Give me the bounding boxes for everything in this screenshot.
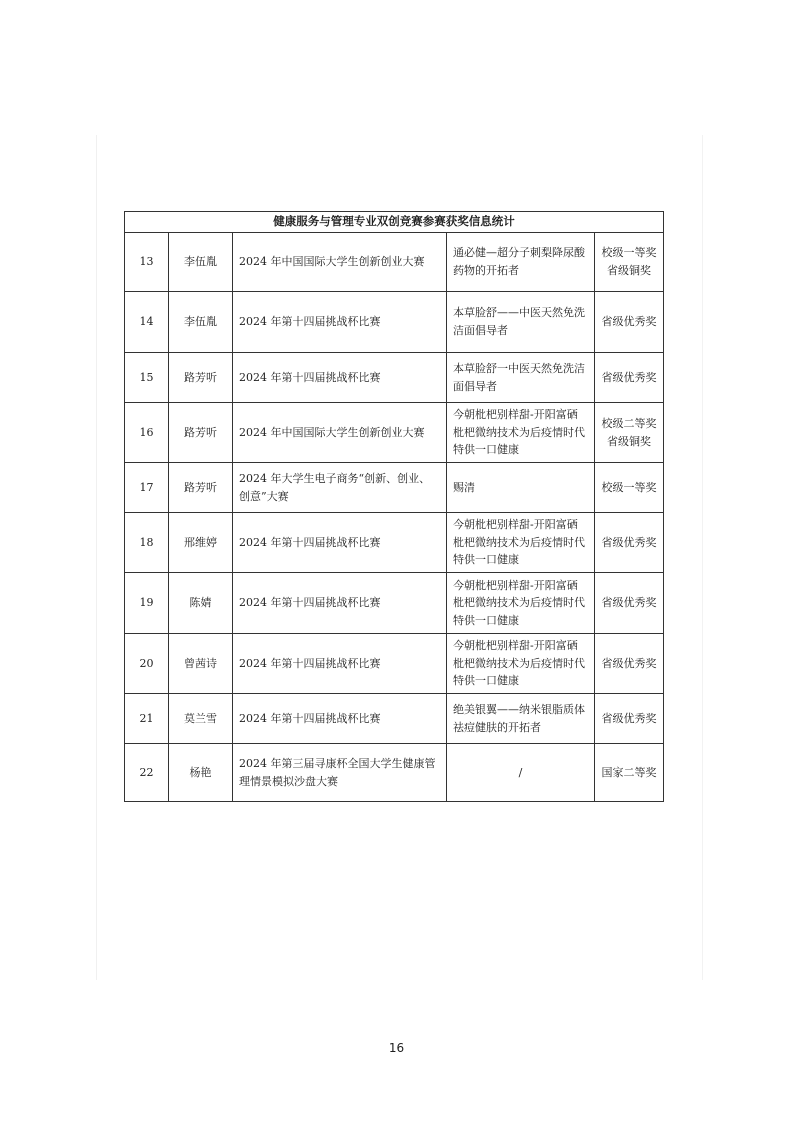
student-name: 李伍胤 — [169, 292, 233, 353]
award-level: 校级一等奖 — [595, 463, 664, 513]
award-statistics-table — [124, 211, 664, 802]
student-name: 路芳听 — [169, 403, 233, 463]
table-row — [125, 233, 664, 292]
row-number: 16 — [125, 403, 169, 463]
competition-name: 2024 年第十四届挑战杯比赛 — [233, 513, 447, 573]
project-name: 今朝枇杷别样甜-开阳富硒枇杷微纳技术为后疫情时代特供一口健康 — [447, 573, 595, 634]
row-number: 21 — [125, 694, 169, 744]
student-name: 曾茜诗 — [169, 634, 233, 694]
award-level: 国家二等奖 — [595, 744, 664, 802]
table-body — [125, 212, 664, 802]
competition-name: 2024 年第十四届挑战杯比赛 — [233, 634, 447, 694]
competition-name: 2024 年中国国际大学生创新创业大赛 — [233, 233, 447, 292]
table-row — [125, 403, 664, 463]
row-number: 19 — [125, 573, 169, 634]
row-number: 15 — [125, 353, 169, 403]
project-name: 通必健—超分子刺梨降尿酸药物的开拓者 — [447, 233, 595, 292]
table-row — [125, 463, 664, 513]
table-row — [125, 353, 664, 403]
award-level: 校级二等奖 省级铜奖 — [595, 403, 664, 463]
student-name: 路芳听 — [169, 463, 233, 513]
project-name: 绝美银翼——纳米银脂质体祛痘健肤的开拓者 — [447, 694, 595, 744]
competition-name: 2024 年第三届寻康杯全国大学生健康管理情景模拟沙盘大赛 — [233, 744, 447, 802]
table-row — [125, 573, 664, 634]
student-name: 路芳听 — [169, 353, 233, 403]
row-number: 22 — [125, 744, 169, 802]
award-level: 省级优秀奖 — [595, 694, 664, 744]
row-number: 18 — [125, 513, 169, 573]
table-row — [125, 513, 664, 573]
student-name: 陈婧 — [169, 573, 233, 634]
competition-name: 2024 年中国国际大学生创新创业大赛 — [233, 403, 447, 463]
scan-edge-left — [96, 135, 97, 980]
award-level: 校级一等奖 省级铜奖 — [595, 233, 664, 292]
competition-name: 2024 年第十四届挑战杯比赛 — [233, 573, 447, 634]
competition-name: 2024 年大学生电子商务“创新、创业、创意”大赛 — [233, 463, 447, 513]
project-name: 今朝枇杷别样甜-开阳富硒枇杷微纳技术为后疫情时代特供一口健康 — [447, 513, 595, 573]
project-name: 本草脸舒——中医天然免洗洁面倡导者 — [447, 292, 595, 353]
award-level: 省级优秀奖 — [595, 634, 664, 694]
table-row — [125, 634, 664, 694]
row-number: 14 — [125, 292, 169, 353]
scan-edge-right — [702, 135, 703, 980]
row-number: 17 — [125, 463, 169, 513]
award-level: 省级优秀奖 — [595, 292, 664, 353]
table-row — [125, 694, 664, 744]
student-name: 莫兰雪 — [169, 694, 233, 744]
table-row — [125, 744, 664, 802]
project-name: 今朝枇杷别样甜-开阳富硒枇杷微纳技术为后疫情时代特供一口健康 — [447, 403, 595, 463]
row-number: 13 — [125, 233, 169, 292]
table-title-row — [125, 212, 664, 233]
project-name: 今朝枇杷别样甜-开阳富硒枇杷微纳技术为后疫情时代特供一口健康 — [447, 634, 595, 694]
student-name: 李伍胤 — [169, 233, 233, 292]
table-row — [125, 292, 664, 353]
award-level: 省级优秀奖 — [595, 573, 664, 634]
award-level: 省级优秀奖 — [595, 513, 664, 573]
project-name: 赐清 — [447, 463, 595, 513]
competition-name: 2024 年第十四届挑战杯比赛 — [233, 353, 447, 403]
table-title: 健康服务与管理专业双创竞赛参赛获奖信息统计 — [125, 212, 664, 233]
award-level: 省级优秀奖 — [595, 353, 664, 403]
student-name: 邢维婷 — [169, 513, 233, 573]
project-name: / — [447, 744, 595, 802]
competition-name: 2024 年第十四届挑战杯比赛 — [233, 292, 447, 353]
page-number: 16 — [388, 1041, 405, 1055]
student-name: 杨艳 — [169, 744, 233, 802]
project-name: 本草脸舒一中医天然免洗洁面倡导者 — [447, 353, 595, 403]
row-number: 20 — [125, 634, 169, 694]
competition-name: 2024 年第十四届挑战杯比赛 — [233, 694, 447, 744]
